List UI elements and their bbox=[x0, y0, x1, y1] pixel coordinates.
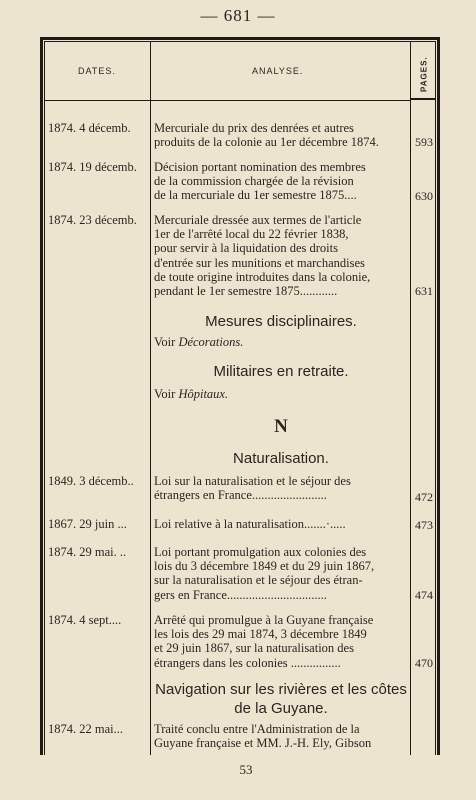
entry-line: de toute origine introduites dans la colonie, bbox=[154, 269, 371, 284]
see-word: Voir bbox=[154, 387, 176, 401]
entry-line: étrangers dans les colonies ................ bbox=[154, 655, 341, 670]
header-dates: DATES. bbox=[78, 66, 116, 76]
entry-line: et 29 juin 1867, sur la naturalisation des bbox=[154, 641, 354, 656]
header-pages: PAGES. bbox=[419, 56, 429, 92]
entry-line: Guyane française et MM. J.-H. Ely, Gibson bbox=[154, 736, 372, 751]
section-heading-line: Navigation sur les rivières et les côtes bbox=[155, 681, 407, 698]
entry-text bbox=[154, 722, 408, 750]
entry-line: de la mercuriale du 1er semestre 1875.... bbox=[154, 188, 357, 203]
entry-page: 631 bbox=[415, 284, 433, 298]
entry-date: 1874. 4 décemb. bbox=[48, 121, 131, 135]
entry-text bbox=[154, 545, 408, 602]
section-heading: Mesures disciplinaires. bbox=[205, 313, 357, 330]
entry-text bbox=[154, 213, 408, 298]
entry-line: gers en France................................ bbox=[154, 587, 327, 602]
entry-date: 1874. 22 mai... bbox=[48, 722, 123, 736]
entry-date: 1874. 4 sept.... bbox=[48, 613, 122, 627]
see-also bbox=[154, 387, 228, 402]
entry-line: Loi relative à la naturalisation.......·..... bbox=[154, 517, 346, 531]
entry-line: les lois des 29 mai 1874, 3 décembre 1849 bbox=[154, 627, 367, 642]
entry-line: de la commission chargée de la révision bbox=[154, 174, 354, 189]
entry-line: 1er de l'arrêté local du 22 février 1838, bbox=[154, 227, 349, 242]
page-number-top: — 681 — bbox=[200, 6, 276, 25]
entry-date: 1867. 29 juin ... bbox=[48, 517, 127, 531]
entry-line: pendant le 1er semestre 1875............ bbox=[154, 284, 338, 299]
entry-text bbox=[154, 474, 408, 502]
entry-page: 470 bbox=[415, 656, 433, 670]
see-reference: Hôpitaux. bbox=[178, 387, 229, 401]
entry-line: pour servir à la liquidation des droits bbox=[154, 241, 338, 256]
entry-line: d'entrée sur les munitions et marchandises bbox=[154, 255, 365, 270]
entry-line: Mercuriale du prix des denrées et autres bbox=[154, 121, 354, 135]
entry-date: 1849. 3 décemb.. bbox=[48, 474, 134, 488]
section-heading: Naturalisation. bbox=[233, 450, 329, 467]
entry-line: étrangers en France........................ bbox=[154, 488, 327, 503]
entry-line: produits de la colonie au 1er décembre 1874. bbox=[154, 135, 379, 150]
entry-page: 474 bbox=[415, 588, 433, 602]
entry-line: Décision portant nomination des membres bbox=[154, 160, 366, 174]
entry-page: 472 bbox=[415, 490, 433, 504]
entry-text bbox=[154, 121, 408, 149]
section-heading-line: de la Guyane. bbox=[234, 700, 328, 717]
see-reference: Décorations. bbox=[178, 335, 244, 349]
entry-date: 1874. 19 décemb. bbox=[48, 160, 137, 174]
entry-line: Arrêté qui promulgue à la Guyane française bbox=[154, 613, 374, 627]
entry-date: 1874. 29 mai. .. bbox=[48, 545, 127, 559]
entry-page: 630 bbox=[415, 189, 433, 203]
entry-page: 473 bbox=[415, 518, 433, 532]
entry-text bbox=[154, 613, 408, 670]
entry-line: sur la naturalisation et le séjour des étran- bbox=[154, 573, 363, 588]
header-rule-pages bbox=[410, 98, 436, 100]
see-word: Voir bbox=[154, 335, 176, 349]
section-heading: Militaires en retraite. bbox=[213, 363, 349, 380]
header-analyse: ANALYSE. bbox=[252, 66, 304, 76]
entry-line: Traité conclu entre l'Administration de la bbox=[154, 722, 360, 736]
entry-date: 1874. 23 décemb. bbox=[48, 213, 137, 227]
column-divider-dates bbox=[150, 41, 151, 755]
entry-page: 593 bbox=[415, 135, 433, 149]
entry-line: lois du 3 décembre 1849 et du 29 juin 1867, bbox=[154, 559, 375, 574]
section-heading bbox=[152, 680, 410, 718]
entry-line: Loi sur la naturalisation et le séjour des bbox=[154, 474, 351, 488]
letter-heading: N bbox=[274, 416, 288, 437]
page-number-bottom: 53 bbox=[239, 762, 253, 777]
entry-line: Loi portant promulgation aux colonies des bbox=[154, 545, 367, 559]
entry-text bbox=[154, 517, 408, 531]
entry-text bbox=[154, 160, 408, 203]
header-rule bbox=[44, 100, 410, 101]
entry-line: Mercuriale dressée aux termes de l'article bbox=[154, 213, 362, 227]
see-also bbox=[154, 335, 243, 350]
